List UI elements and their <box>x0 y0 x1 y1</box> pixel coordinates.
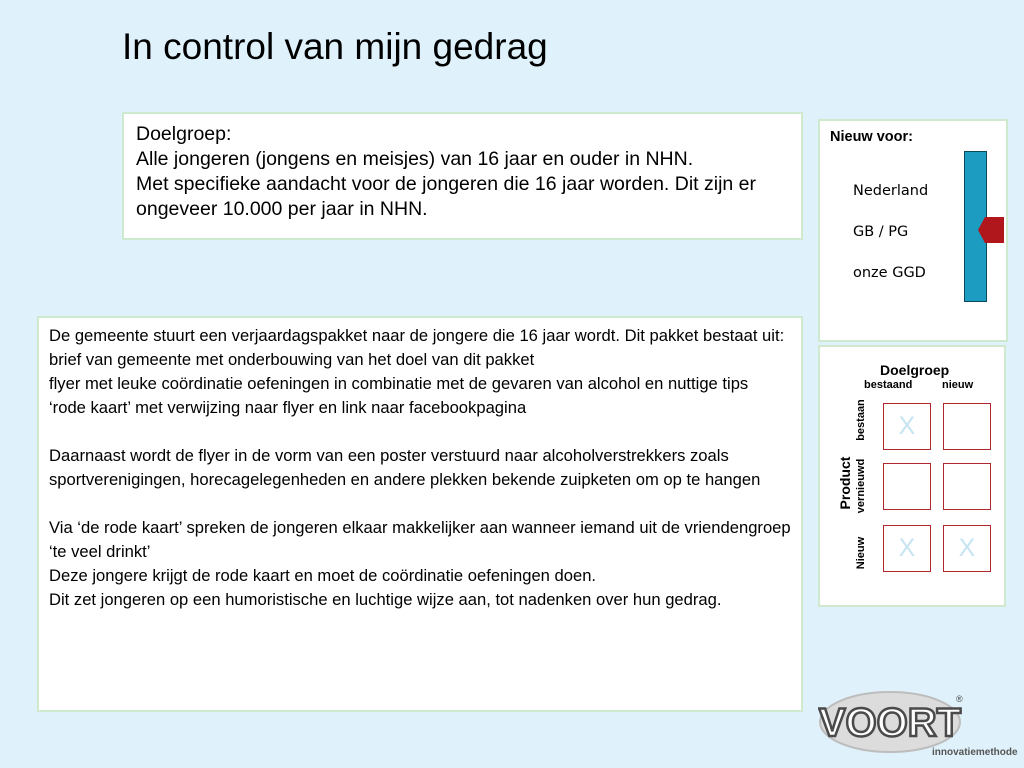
matrix-col-bestaand: bestaand <box>864 379 913 391</box>
matrix-cell: X <box>943 525 991 572</box>
matrix-cell <box>883 463 931 510</box>
description-paragraph: Dit zet jongeren op een humoristische en luchtige wijze aan, tot nadenken over hun gedrag. <box>49 590 722 609</box>
matrix-cell: X <box>883 403 931 450</box>
matrix-cell <box>943 463 991 510</box>
logo-tagline: innovatiemethode <box>932 747 1018 758</box>
description-box <box>37 316 803 712</box>
doelgroep-line: Alle jongeren (jongens en meisjes) van 16 jaar en ouder in NHN. <box>136 148 694 170</box>
description-paragraph: Deze jongere krijgt de rode kaart en moet de coördinatie oefeningen doen. <box>49 566 597 585</box>
product-doelgroep-matrix <box>818 345 1006 607</box>
logo-registered: ® <box>956 694 963 704</box>
level-gb-pg: GB / PG <box>853 224 909 240</box>
voort-logo <box>818 688 1018 764</box>
description-paragraph: Via ‘de rode kaart’ spreken de jongeren elkaar makkelijker aan wanneer iemand uit de vriendengroep ‘te veel drinkt’ <box>49 518 791 561</box>
page-title: In control van mijn gedrag <box>122 26 548 67</box>
doelgroep-heading: Doelgroep: <box>136 123 232 145</box>
logo-brand: VOORT <box>818 701 962 745</box>
description-paragraph: brief van gemeente met onderbouwing van het doel van dit pakket <box>49 350 535 369</box>
description-paragraph: flyer met leuke coördinatie oefeningen in combinatie met de gevaren van alcohol en nuttige tips <box>49 374 749 393</box>
matrix-cell <box>943 403 991 450</box>
matrix-row-vernieuwd: vernieuwd <box>855 458 867 514</box>
description-paragraph: ‘rode kaart’ met verwijzing naar flyer en link naar facebookpagina <box>49 398 527 417</box>
matrix-cell: X <box>883 525 931 572</box>
description-paragraph: De gemeente stuurt een verjaardagspakket naar de jongere die 16 jaar wordt. Dit pakket bestaat uit: <box>49 326 785 345</box>
matrix-row-axis: Product <box>837 456 853 510</box>
nieuw-voor-title: Nieuw voor: <box>830 129 913 145</box>
matrix-col-nieuw: nieuw <box>942 379 974 391</box>
level-nederland: Nederland <box>853 183 929 199</box>
description-paragraph: Daarnaast wordt de flyer in de vorm van een poster verstuurd naar alcoholverstrekkers zoals sportverenigingen, horecagelegenheden en andere plekken bekende zuipketen om op te hangen <box>49 446 761 489</box>
level-marker-icon <box>978 217 1004 243</box>
matrix-row-bestaan: bestaan <box>855 399 867 441</box>
nieuw-voor-box <box>818 119 1008 342</box>
matrix-title: Doelgroep <box>880 362 950 378</box>
doelgroep-box <box>122 112 803 240</box>
matrix-row-nieuw: Nieuw <box>855 536 867 570</box>
doelgroep-line: Met specifieke aandacht voor de jongeren die 16 jaar worden. Dit zijn er ongeveer 10.000 per jaar in NHN. <box>136 173 757 220</box>
level-onze-ggd: onze GGD <box>853 265 926 281</box>
